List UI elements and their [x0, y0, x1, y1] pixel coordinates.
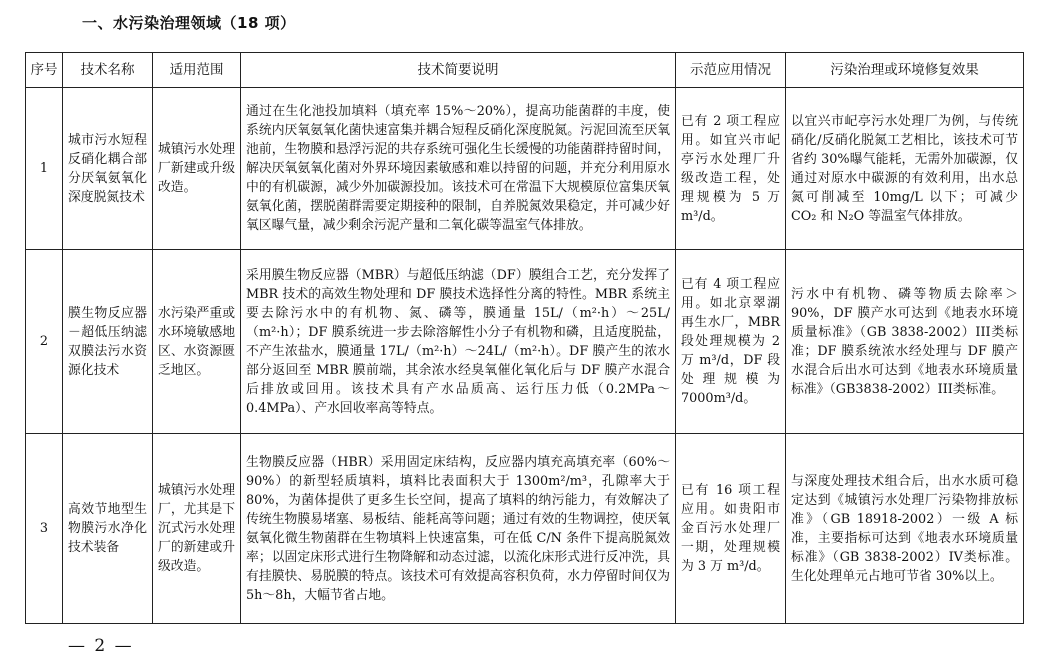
- treatment-effect: 以宜兴市屺亭污水处理厂为例，与传统硝化/反硝化脱氮工艺相比，该技术可节省约 30%曝气能耗，无需外加碳源，仅通过对原水中碳源的有效利用，出水总氮可削减至 10mg/L 以下；可减少 CO₂ 和 N₂O 等温室气体排放。: [786, 88, 1024, 250]
- demo-application: 已有 16 项工程应用。如贵阳市金百污水处理厂一期，处理规模为 3 万 m³/d。: [676, 434, 786, 624]
- demo-application: 已有 2 项工程应用。如宜兴市屺亭污水处理厂升级改造工程，处理规模为 5 万 m³/d。: [676, 88, 786, 250]
- table-header-row: [26, 53, 1024, 88]
- tech-name: 城市污水短程反硝化耦合部分厌氧氨氧化深度脱氮技术: [63, 88, 153, 250]
- tech-description: 采用膜生物反应器（MBR）与超低压纳滤（DF）膜组合工艺，充分发挥了 MBR 技术的高效生物处理和 DF 膜技术选择性分离的特性。MBR 系统主要去除污水中的有机物、氮、磷等，膜通量 15L/（m²·h）～25L/（m²·h）；DF 膜系统进一步去除溶解性小分子有机物和磷，且适度脱盐，不产生浓盐水，膜通量 17L/（m²·h）～24L/（m²·h）。DF 膜产生的浓水部分返回至 MBR 膜前端，其余浓水经臭氧催化氧化后与 DF 膜产水混合后排放或回用。该技术具有产水品质高、运行压力低（0.2MPa～0.4MPa）、产水回收率高等特点。: [241, 250, 676, 434]
- technology-table: [25, 52, 1024, 624]
- table-row: [26, 88, 1024, 250]
- tech-description: 通过在生化池投加填料（填充率 15%～20%），提高功能菌群的丰度，使系统内厌氧氨氧化菌快速富集并耦合短程反硝化深度脱氮。污泥回流至厌氧池前，生物膜和悬浮污泥的共存系统可强化生长缓慢的功能菌群持留时间，解决厌氧氨氧化菌对外界环境因素敏感和难以持留的问题，并充分利用原水中的有机碳源，减少外加碳源投加。该技术可在常温下大规模原位富集厌氧氨氧化菌，摆脱菌群需要定期接种的限制，自养脱氮效果稳定，并可减少好氧区曝气量，减少剩余污泥产量和二氧化碳等温室气体排放。: [241, 88, 676, 250]
- row-num: 2: [26, 250, 63, 434]
- page-number: — 2 —: [68, 636, 134, 656]
- tech-scope: 城镇污水处理厂，尤其是下沉式污水处理厂的新建或升级改造。: [153, 434, 241, 624]
- header-desc: 技术简要说明: [241, 53, 676, 88]
- header-name: 技术名称: [63, 53, 153, 88]
- tech-name: 高效节地型生物膜污水净化技术装备: [63, 434, 153, 624]
- header-scope: 适用范围: [153, 53, 241, 88]
- tech-scope: 水污染严重或水环境敏感地区、水资源匮乏地区。: [153, 250, 241, 434]
- row-num: 1: [26, 88, 63, 250]
- tech-name: 膜生物反应器－超低压纳滤双膜法污水资源化技术: [63, 250, 153, 434]
- header-effect: 污染治理或环境修复效果: [786, 53, 1024, 88]
- table-row: [26, 250, 1024, 434]
- header-num: 序号: [26, 53, 63, 88]
- table-row: [26, 434, 1024, 624]
- tech-description: 生物膜反应器（HBR）采用固定床结构，反应器内填充高填充率（60%～90%）的新型轻质填料，填料比表面积大于 1300m²/m³，孔隙率大于 80%，为菌体提供了更多生长空间，提高了填料的纳污能力，有效解决了传统生物膜易堵塞、易板结、能耗高等问题；通过有效的生物调控，使厌氧氨氧化微生物菌群在生物填料上快速富集，可在低 C/N 条件下提高脱氮效率；以固定床形式进行生物降解和动态过滤，以流化床形式进行反冲洗，具有挂膜快、易脱膜的特点。该技术可有效提高容积负荷，水力停留时间仅为 5h～8h，大幅节省占地。: [241, 434, 676, 624]
- header-demo: 示范应用情况: [676, 53, 786, 88]
- demo-application: 已有 4 项工程应用。如北京翠湖再生水厂，MBR 段处理规模为 2 万 m³/d，DF 段处理规模为 7000m³/d。: [676, 250, 786, 434]
- treatment-effect: 污水中有机物、磷等物质去除率＞90%，DF 膜产水可达到《地表水环境质量标准》（GB 3838-2002）III类标准；DF 膜系统浓水经处理与 DF 膜产水混合后出水可达到《地表水环境质量标准》（GB3838-2002）III类标准。: [786, 250, 1024, 434]
- row-num: 3: [26, 434, 63, 624]
- treatment-effect: 与深度处理技术组合后，出水水质可稳定达到《城镇污水处理厂污染物排放标准》（GB 18918-2002）一级 A 标准，主要指标可达到《地表水环境质量标准》（GB 3838-2002）IV类标准。生化处理单元占地可节省 30%以上。: [786, 434, 1024, 624]
- tech-scope: 城镇污水处理厂新建或升级改造。: [153, 88, 241, 250]
- section-title: 一、水污染治理领域（18 项）: [82, 14, 296, 32]
